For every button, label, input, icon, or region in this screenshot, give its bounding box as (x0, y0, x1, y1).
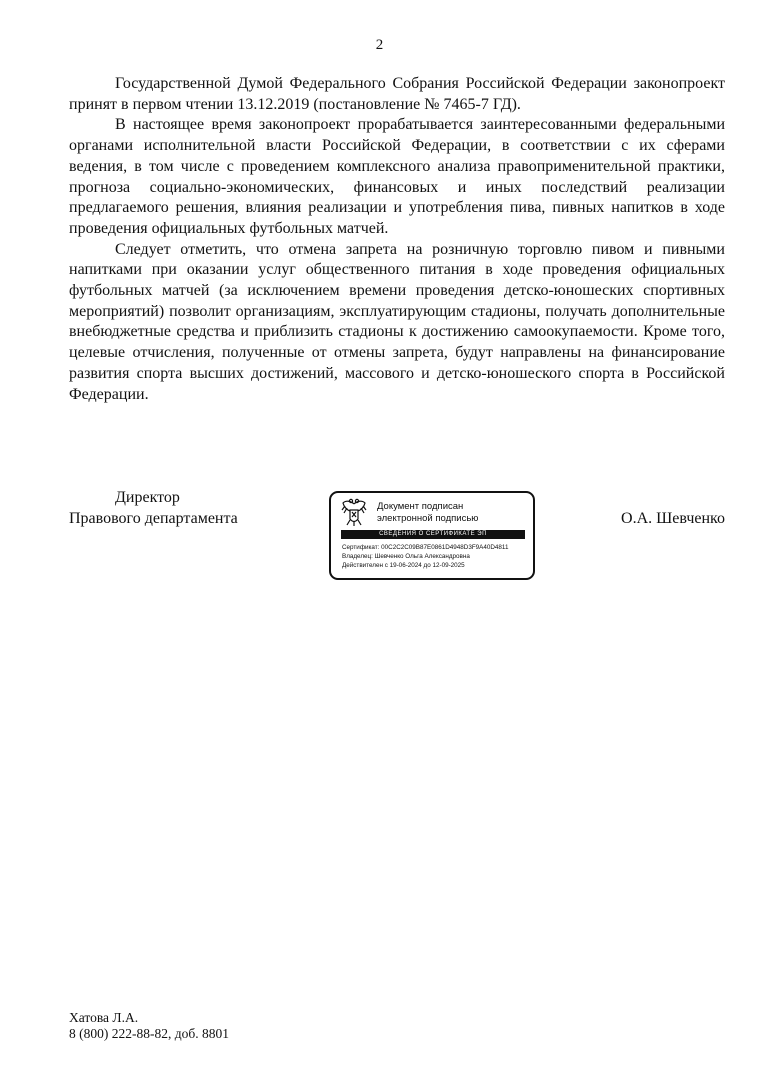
stamp-cert-header: СВЕДЕНИЯ О СЕРТИФИКАТЕ ЭП (341, 530, 525, 539)
signatory-name: О.А. Шевченко (621, 510, 725, 527)
signatory-title-line1: Директор (115, 489, 180, 506)
stamp-certificate: Сертификат: 00C2C2C09B87E0861D4948D3F9A40D4811 (342, 544, 509, 551)
signatory-title-line2: Правового департамента (69, 509, 238, 527)
executor-phone: 8 (800) 222-88-82, доб. 8801 (69, 1026, 229, 1041)
stamp-line2: электронной подписью (377, 513, 479, 524)
paragraph-1: Государственной Думой Федерального Собрания Российской Федерации законопроект принят в первом чтении 13.12.2019 (постановление № 7465-7 ГД). (69, 75, 725, 113)
stamp-owner: Владелец: Шевченко Ольга Александровна (342, 553, 470, 561)
stamp-cert-info (342, 543, 508, 571)
coat-of-arms-icon (340, 498, 368, 528)
paragraph-3: Следует отметить, что отмена запрета на розничную торговлю пивом и пивными напитками при оказании услуг общественного питания в ходе проведения официальных футбольных матчей (за исключением времени проведения детско-юношеских спортивных мероприятий) позволит организациям, эксплуатирующим стадионы, получать дополнительные внебюджетные средства и приблизить стадионы к достижению самоокупаемости. Кроме того, целевые отчисления, полученные от отмены запрета, будут направлены на финансирование развития спорта высших достижений, массового и детско-юношеского спорта в Российской Федерации. (69, 240, 725, 403)
stamp-heading (377, 501, 478, 525)
stamp-validity: Действителен с 19-06-2024 до 12-09-2025 (342, 562, 465, 570)
stamp-line1: Документ подписан (377, 501, 464, 512)
electronic-signature-stamp (329, 491, 535, 580)
executor-name: Хатова Л.А. (69, 1010, 139, 1025)
letter-body (69, 74, 725, 405)
paragraph-2: В настоящее время законопроект прорабатывается заинтересованными федеральными органами исполнительной власти Российской Федерации, в соответствии с их сферами ведения, в том числе с проведением комплексного анализа правоприменительной практики, прогноза социально-экономических, финансовых и иных последствий реализации предлагаемого решения, влияния реализации и употребления пива, пивных напитков в ходе проведения официальных футбольных матчей. (69, 116, 725, 237)
executor-footer (69, 1010, 229, 1042)
signatory-title (69, 488, 238, 529)
page-number: 2 (375, 37, 384, 53)
